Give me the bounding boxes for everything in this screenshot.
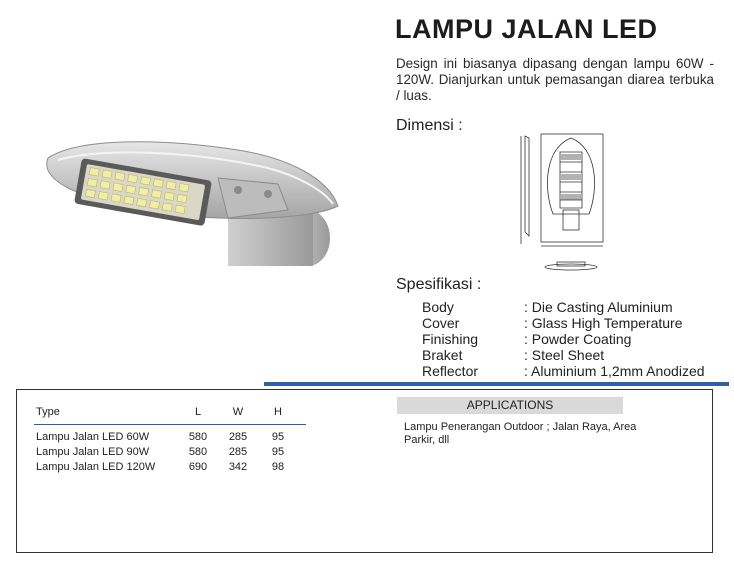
cell-w: 342 xyxy=(228,461,248,473)
table-row xyxy=(34,431,306,446)
cell-l: 580 xyxy=(188,431,208,443)
spec-value: : Die Casting Aluminium xyxy=(524,299,673,315)
applications-header: APPLICATIONS xyxy=(397,397,623,414)
dimensi-label: Dimensi : xyxy=(396,117,463,134)
description: Design ini biasanya dipasang dengan lampu 60W - 120W. Dianjurkan untuk pemasangan diarea terbuka / luas. xyxy=(396,56,714,103)
spec-key: Cover xyxy=(422,315,460,331)
cell-h: 95 xyxy=(271,431,285,443)
spec-row-braket xyxy=(422,347,604,363)
spec-key: Finishing xyxy=(422,331,479,347)
spec-row-body xyxy=(422,299,673,315)
spec-row-cover xyxy=(422,315,682,331)
applications-text: Lampu Penerangan Outdoor ; Jalan Raya, Area Parkir, dll xyxy=(404,421,637,446)
accent-divider xyxy=(264,382,729,386)
cell-w: 285 xyxy=(228,446,248,458)
spesifikasi-label: Spesifikasi : xyxy=(396,276,482,293)
spec-key: Reflector xyxy=(422,363,479,379)
header-l: L xyxy=(194,406,202,418)
spec-key: Body xyxy=(422,299,454,315)
dimension-drawing xyxy=(513,128,623,273)
header-w: W xyxy=(232,406,244,418)
cell-h: 95 xyxy=(271,446,285,458)
spec-value: : Aluminium 1,2mm Anodized xyxy=(524,363,705,379)
spec-row-reflector xyxy=(422,363,705,379)
cell-type: Lampu Jalan LED 120W xyxy=(36,461,156,473)
cell-type: Lampu Jalan LED 90W xyxy=(36,446,150,458)
spec-value: : Steel Sheet xyxy=(524,347,605,363)
spec-value: : Powder Coating xyxy=(524,331,632,347)
street-lamp-image xyxy=(38,128,348,268)
spec-value: : Glass High Temperature xyxy=(524,315,683,331)
table-row xyxy=(34,461,306,476)
cell-w: 285 xyxy=(228,431,248,443)
spec-key: Braket xyxy=(422,347,463,363)
page-title: LAMPU JALAN LED xyxy=(395,14,658,44)
cell-h: 98 xyxy=(271,461,285,473)
dimension-table xyxy=(34,398,306,476)
cell-l: 580 xyxy=(188,446,208,458)
cell-l: 690 xyxy=(188,461,208,473)
table-row xyxy=(34,446,306,461)
cell-type: Lampu Jalan LED 60W xyxy=(36,431,150,443)
header-type: Type xyxy=(36,406,60,418)
table-header xyxy=(34,398,306,425)
spec-row-finishing xyxy=(422,331,631,347)
header-h: H xyxy=(274,406,282,418)
